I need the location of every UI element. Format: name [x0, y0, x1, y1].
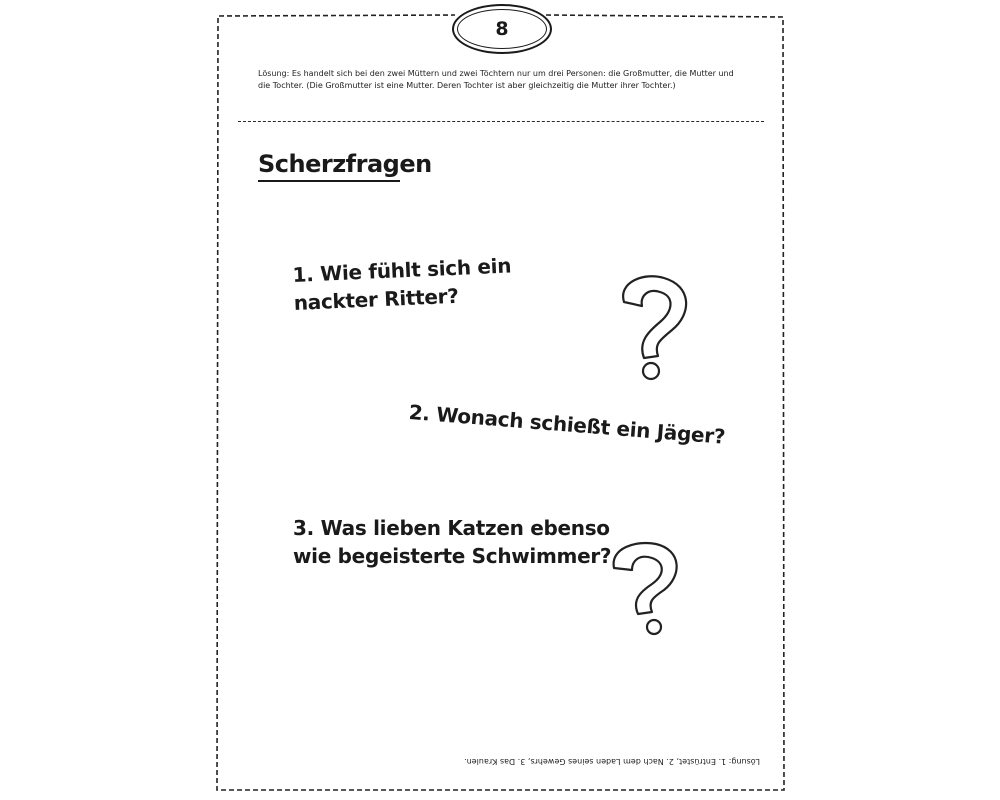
question-1-number: 1. [292, 262, 315, 287]
section-title: Scherzfragen [258, 150, 432, 178]
question-3 [293, 514, 611, 570]
question-3-text-b: wie begeisterte Schwimmer? [293, 544, 612, 568]
question-mark-icon [608, 540, 684, 638]
dashed-divider [238, 121, 764, 122]
page-number-badge [452, 4, 552, 54]
upside-down-solution: Lösung: 1. Entrüstet, 2. Nach dem Laden seines Gewehrs, 3. Das Kraulen. [464, 757, 760, 766]
question-2-number: 2. [407, 399, 431, 426]
title-underline [258, 180, 400, 182]
question-2 [408, 398, 726, 451]
question-2-text: Wonach schießt ein Jäger? [435, 402, 727, 449]
question-1-text-b: nackter Ritter? [293, 283, 459, 315]
question-3-number: 3. [293, 516, 314, 540]
question-3-text-a: Was lieben Katzen ebenso [320, 516, 610, 540]
question-mark-icon [614, 272, 694, 384]
question-3-line-1 [293, 514, 611, 542]
page-number: 8 [495, 18, 509, 40]
question-1 [292, 251, 513, 316]
question-1-text-a: Wie fühlt sich ein [319, 253, 512, 286]
previous-puzzle-solution: Lösung: Es handelt sich bei den zwei Müttern und zwei Töchtern nur um drei Personen: die Großmutter, die Mutter und die Tochter. (Die Großmutter ist eine Mutter. Deren Tochter ist aber gleichzeitig die Mutter ihrer Tochter.) [258, 69, 734, 90]
